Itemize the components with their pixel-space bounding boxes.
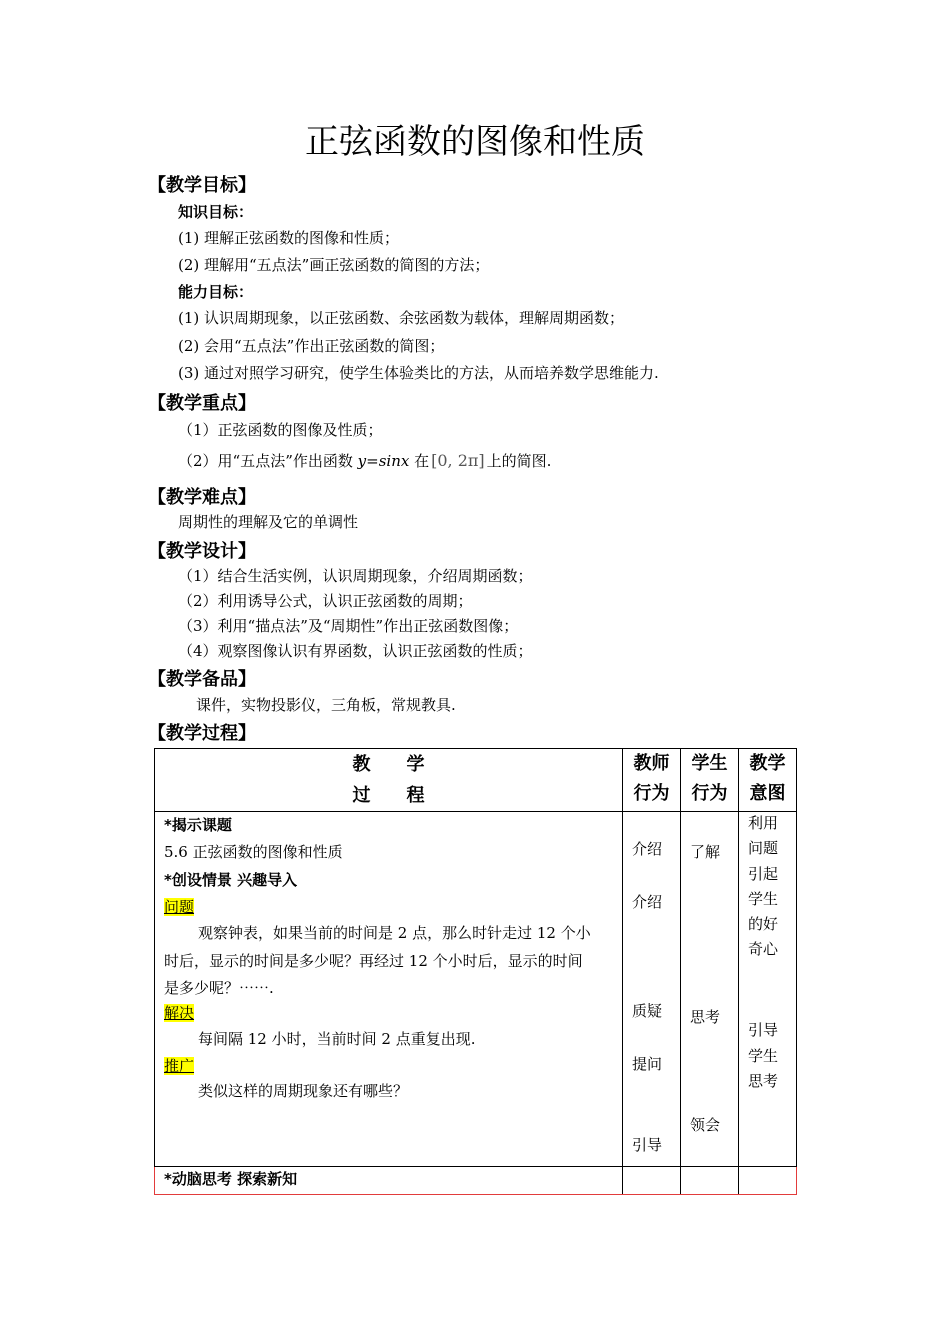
scenario-label: *创设情景 兴趣导入 — [164, 871, 298, 889]
row1-process-cell — [155, 812, 623, 1167]
row2-intent-cell — [739, 1167, 797, 1195]
design-item-4: （4）观察图像认识有界函数，认识正弦函数的性质； — [178, 642, 533, 660]
question-line-3: 是多少呢？⋯⋯. — [164, 979, 274, 997]
solution-text: 每间隔 12 小时，当前时间 2 点重复出现. — [198, 1030, 476, 1048]
materials-text: 课件，实物投影仪，三角板，常规教具. — [196, 696, 456, 714]
process-row-2 — [155, 1167, 797, 1195]
design-item-3: （3）利用“描点法”及“周期性”作出正弦函数图像； — [178, 617, 519, 635]
ability-goal-1: (1) 认识周期现象，以正弦函数、余弦函数为载体，理解周期函数； — [178, 309, 625, 327]
difficulties-heading: 【教学难点】 — [148, 487, 256, 508]
intent-line-2: 问题 — [748, 839, 779, 857]
teacher-action-1: 介绍 — [632, 840, 663, 858]
student-action-2: 思考 — [690, 1008, 721, 1026]
generalize-label: 推广 — [164, 1057, 195, 1075]
key-point-2-suffix: 上的简图. — [486, 452, 552, 470]
header-student-cell — [681, 749, 739, 812]
teacher-action-4: 提问 — [632, 1055, 663, 1073]
student-action-1: 了解 — [690, 843, 721, 861]
process-heading: 【教学过程】 — [148, 723, 256, 744]
header-process-line1: 教 学 — [352, 754, 425, 775]
intent-line-8: 学生 — [748, 1047, 779, 1065]
header-teacher-line1: 教师 — [633, 753, 670, 774]
header-process-cell — [155, 749, 623, 812]
goals-heading: 【教学目标】 — [148, 175, 256, 196]
teacher-action-2: 介绍 — [632, 893, 663, 911]
function-expression: y=sinx — [357, 452, 410, 470]
question-line-2: 时后，显示的时间是多少呢？再经过 12 个小时后，显示的时间 — [164, 952, 583, 970]
header-intent-line1: 教学 — [749, 753, 786, 774]
row1-teacher-cell — [623, 812, 681, 1167]
reveal-topic-label: *揭示课题 — [164, 816, 232, 834]
header-intent-cell — [739, 749, 797, 812]
design-item-2: （2）利用诱导公式，认识正弦函数的周期； — [178, 592, 473, 610]
ability-goal-3: (3) 通过对照学习研究，使学生体验类比的方法，从而培养数学思维能力. — [178, 364, 659, 382]
row2-process-cell — [155, 1167, 623, 1195]
key-point-2 — [178, 450, 551, 471]
process-row-1 — [155, 812, 797, 1167]
solution-label: 解决 — [164, 1004, 195, 1022]
page-title: 正弦函数的图像和性质 — [305, 122, 645, 162]
design-item-1: （1）结合生活实例，认识周期现象，介绍周期函数； — [178, 567, 533, 585]
intent-line-1: 利用 — [748, 814, 779, 832]
interval-expression: [0, 2π] — [431, 451, 485, 470]
key-point-1: （1）正弦函数的图像及性质； — [178, 421, 383, 439]
process-table-header — [155, 749, 797, 812]
intent-line-9: 思考 — [748, 1072, 779, 1090]
design-heading: 【教学设计】 — [148, 541, 256, 562]
header-teacher-cell — [623, 749, 681, 812]
generalize-text: 类似这样的周期现象还有哪些？ — [198, 1082, 409, 1100]
knowledge-goal-2: (2) 理解用“五点法”画正弦函数的简图的方法； — [178, 256, 490, 274]
header-process-line2: 过 程 — [352, 785, 425, 806]
topic-text: 5.6 正弦函数的图像和性质 — [164, 843, 343, 861]
row2-student-cell — [681, 1167, 739, 1195]
difficulty-text: 周期性的理解及它的单调性 — [178, 513, 359, 531]
knowledge-goal-1: (1) 理解正弦函数的图像和性质； — [178, 229, 400, 247]
key-point-2-mid: 在 — [409, 452, 430, 470]
header-student-line1: 学生 — [691, 753, 728, 774]
key-point-2-prefix: （2）用“五点法”作出函数 — [178, 452, 358, 470]
key-points-heading: 【教学重点】 — [148, 393, 256, 414]
intent-line-6: 奇心 — [748, 940, 779, 958]
header-teacher-line2: 行为 — [633, 783, 670, 804]
intent-line-5: 的好 — [748, 915, 779, 933]
intent-line-3: 引起 — [748, 865, 779, 883]
ability-goals-label: 能力目标： — [178, 283, 254, 301]
explore-label: *动脑思考 探索新知 — [164, 1170, 298, 1188]
question-line-1: 观察钟表，如果当前的时间是 2 点，那么时针走过 12 个小 — [198, 924, 591, 942]
student-action-3: 领会 — [690, 1116, 721, 1134]
row1-student-cell — [681, 812, 739, 1167]
ability-goal-2: (2) 会用“五点法”作出正弦函数的简图； — [178, 337, 445, 355]
process-table — [154, 748, 797, 1195]
intent-line-7: 引导 — [748, 1021, 779, 1039]
row2-teacher-cell — [623, 1167, 681, 1195]
knowledge-goals-label: 知识目标： — [178, 203, 254, 221]
intent-line-4: 学生 — [748, 890, 779, 908]
header-intent-line2: 意图 — [749, 783, 786, 804]
teacher-action-5: 引导 — [632, 1136, 663, 1154]
materials-heading: 【教学备品】 — [148, 669, 256, 690]
teacher-action-3: 质疑 — [632, 1002, 663, 1020]
question-label: 问题 — [164, 898, 195, 916]
row1-intent-cell — [739, 812, 797, 1167]
header-student-line2: 行为 — [691, 783, 728, 804]
